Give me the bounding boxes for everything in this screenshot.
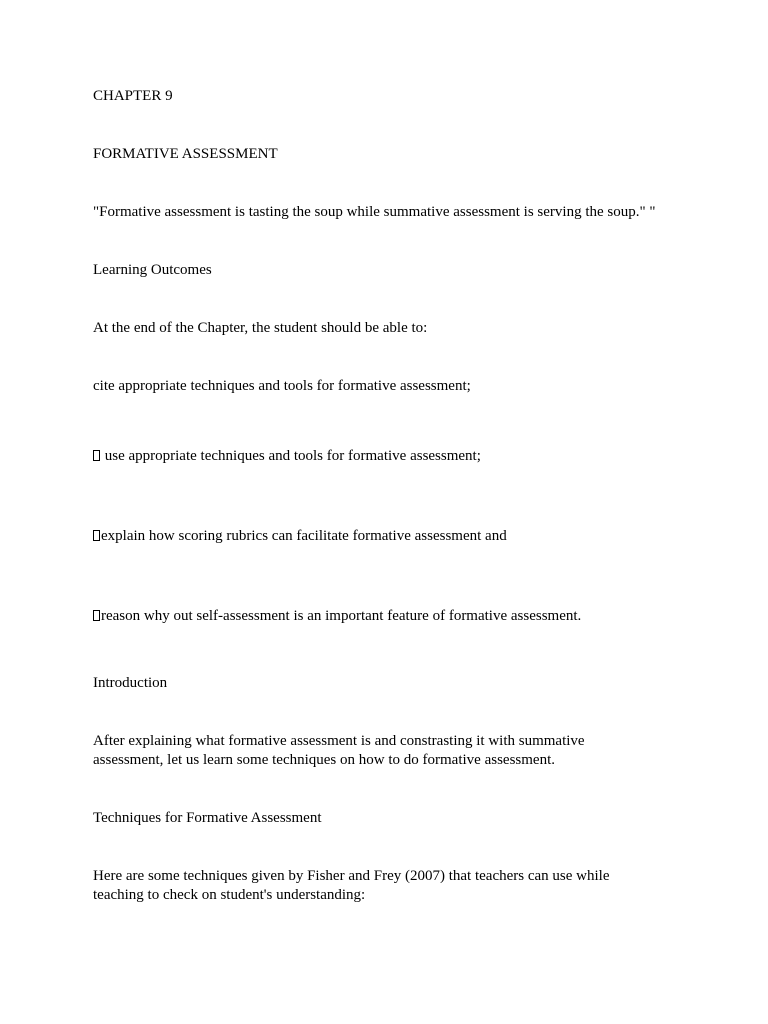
missing-bullet-icon — [93, 610, 100, 621]
outcome-item — [93, 607, 693, 626]
outcome-item-text: explain how scoring rubrics can facilitate formative assessment and — [101, 528, 507, 544]
outcome-item-text: cite appropriate techniques and tools for formative assessment; — [93, 378, 471, 394]
chapter-label: CHAPTER 9 — [93, 88, 173, 104]
missing-bullet-icon — [93, 450, 100, 461]
learning-outcomes-intro: At the end of the Chapter, the student should be able to: — [93, 320, 428, 336]
introduction-paragraph: After explaining what formative assessment is and constrasting it with summative assessment, let us learn some techniques on how to do formative assessment. — [93, 733, 585, 768]
missing-bullet-icon — [93, 530, 100, 541]
outcome-item — [93, 447, 693, 466]
outcome-item-text: reason why out self-assessment is an important feature of formative assessment. — [101, 608, 582, 624]
techniques-paragraph: Here are some techniques given by Fisher and Frey (2007) that teachers can use while teaching to check on student's understanding: — [93, 868, 610, 903]
outcome-item — [93, 527, 693, 546]
outcome-item — [93, 377, 693, 396]
chapter-title: FORMATIVE ASSESSMENT — [93, 146, 278, 162]
opening-quote: "Formative assessment is tasting the soup while summative assessment is serving the soup." " — [93, 204, 656, 220]
techniques-heading: Techniques for Formative Assessment — [93, 810, 322, 826]
introduction-heading: Introduction — [93, 675, 168, 691]
learning-outcomes-heading: Learning Outcomes — [93, 262, 212, 278]
outcome-item-text: use appropriate techniques and tools for formative assessment; — [101, 448, 481, 464]
